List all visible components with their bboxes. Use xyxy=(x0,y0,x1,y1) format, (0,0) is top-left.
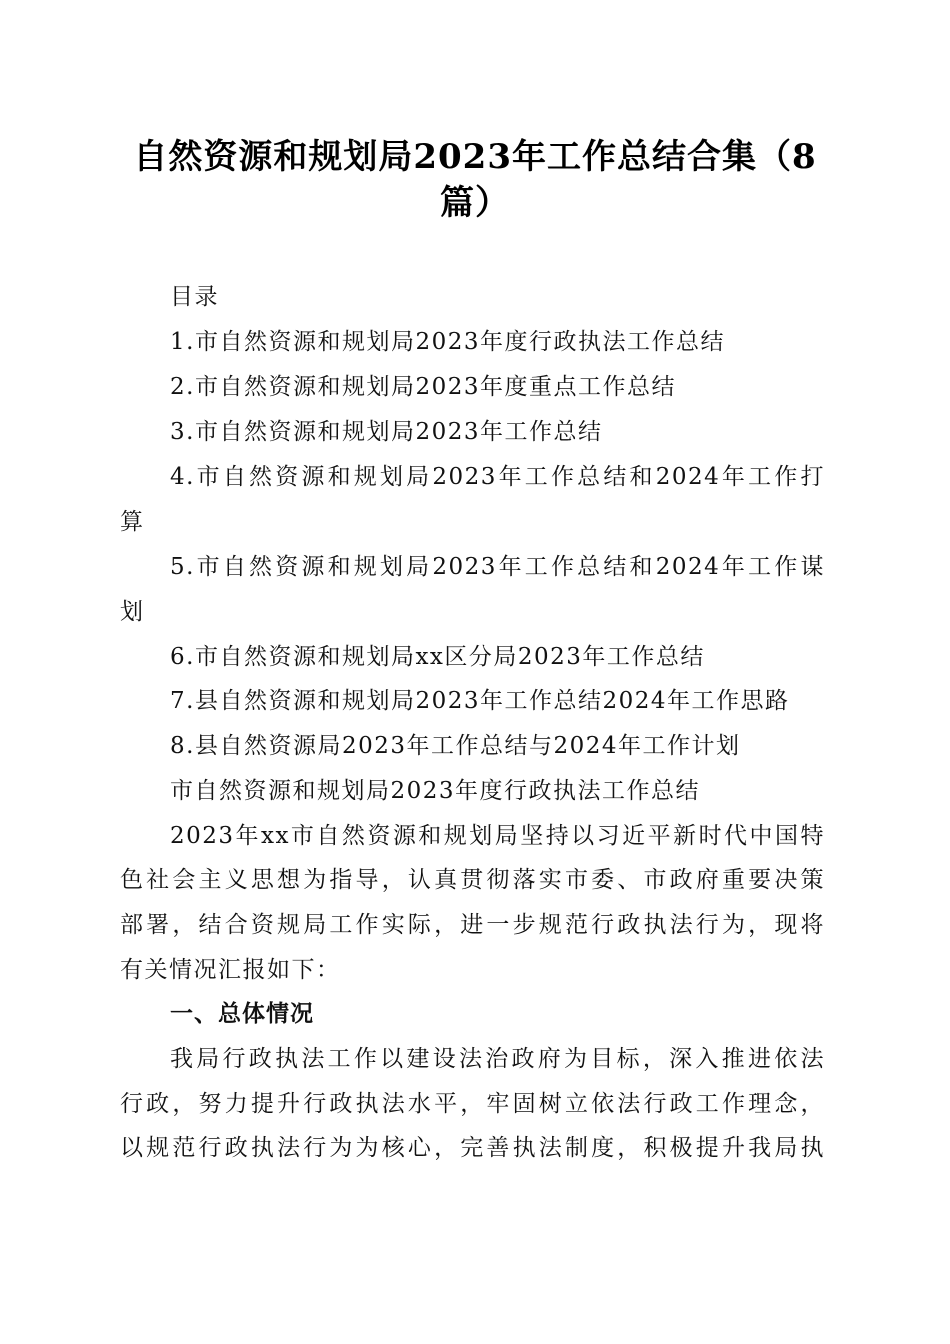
title-line-1: 自然资源和规划局2023年工作总结合集（8 xyxy=(133,137,817,177)
section-1-line-2: 行政，努力提升行政执法水平，牢固树立依法行政工作理念， xyxy=(120,1091,825,1117)
toc-item-2: 2.市自然资源和规划局2023年度重点工作总结 xyxy=(170,374,676,400)
toc-item-7: 7.县自然资源和规划局2023年工作总结2024年工作思路 xyxy=(170,688,790,714)
toc-item-4: 4.市自然资源和规划局2023年工作总结和2024年工作打 xyxy=(170,464,825,490)
intro-line-2: 色社会主义思想为指导，认真贯彻落实市委、市政府重要决策 xyxy=(120,867,825,893)
section-1-heading: 一、总体情况 xyxy=(170,1001,314,1027)
toc-item-5-cont: 划 xyxy=(120,599,145,625)
toc-item-6: 6.市自然资源和规划局xx区分局2023年工作总结 xyxy=(170,644,705,670)
title-line-2: 篇） xyxy=(440,183,510,223)
article-title: 市自然资源和规划局2023年度行政执法工作总结 xyxy=(170,778,701,804)
toc-item-5: 5.市自然资源和规划局2023年工作总结和2024年工作谋 xyxy=(170,554,825,580)
toc-heading: 目录 xyxy=(170,284,219,310)
intro-line-4: 有关情况汇报如下： xyxy=(120,957,341,983)
toc-item-8: 8.县自然资源局2023年工作总结与2024年工作计划 xyxy=(170,733,741,759)
intro-line-3: 部署，结合资规局工作实际，进一步规范行政执法行为，现将 xyxy=(120,912,825,938)
toc-item-3: 3.市自然资源和规划局2023年工作总结 xyxy=(170,419,603,445)
section-1-line-3: 以规范行政执法行为为核心，完善执法制度，积极提升我局执 xyxy=(120,1135,825,1161)
document-title xyxy=(110,134,840,226)
intro-line-1: 2023年xx市自然资源和规划局坚持以习近平新时代中国特 xyxy=(170,823,825,849)
section-1-line-1: 我局行政执法工作以建设法治政府为目标，深入推进依法 xyxy=(170,1046,825,1072)
toc-item-4-cont: 算 xyxy=(120,509,145,535)
toc-item-1: 1.市自然资源和规划局2023年度行政执法工作总结 xyxy=(170,329,725,355)
